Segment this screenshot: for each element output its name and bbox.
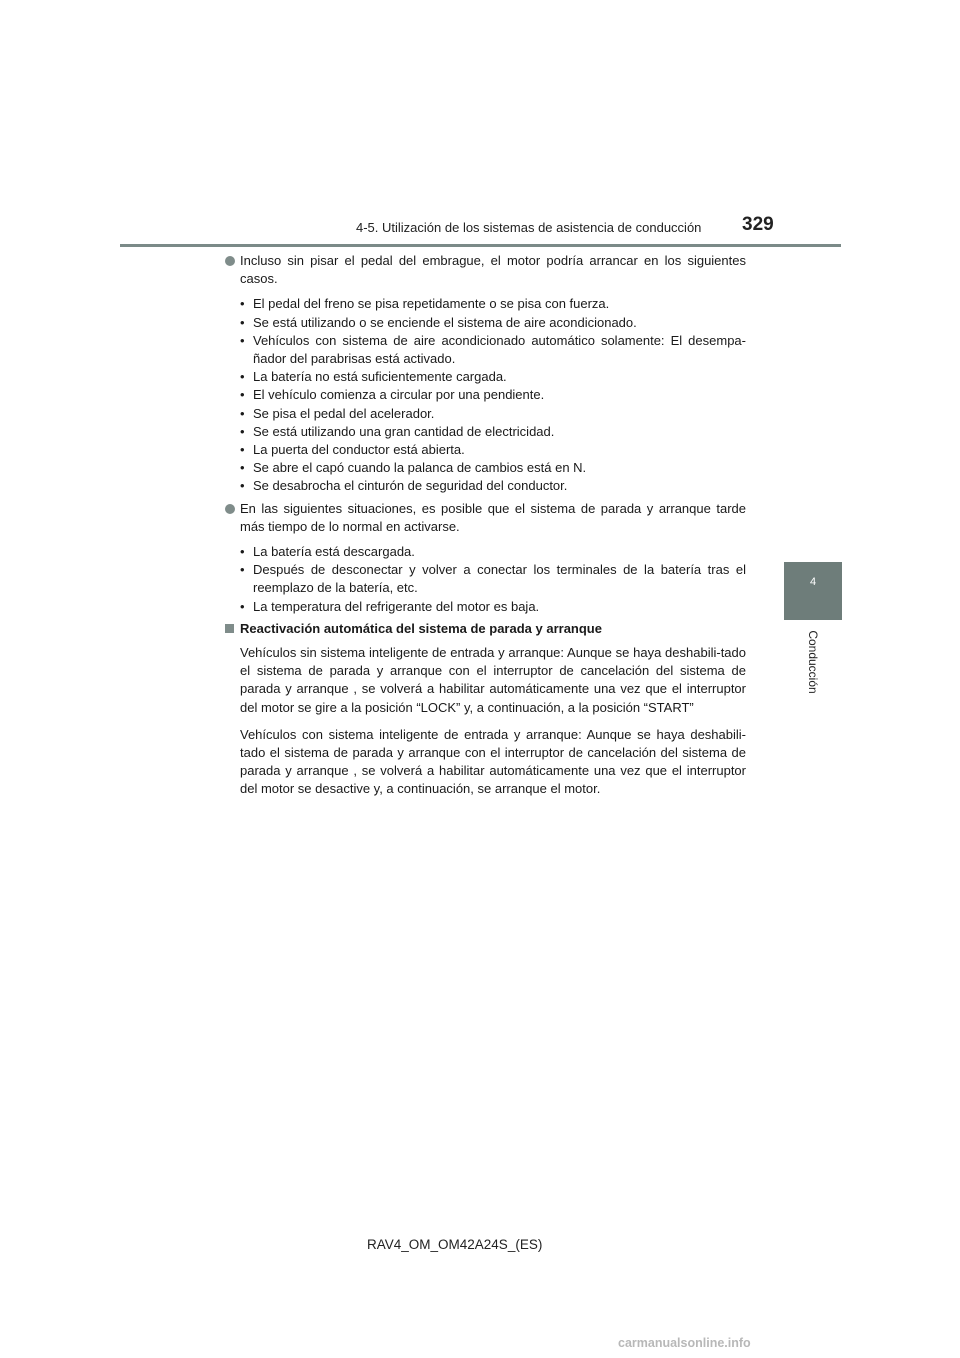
circle-bullet-icon xyxy=(225,504,235,514)
note-point-2-text: En las siguientes situaciones, es posible que el sistema de parada y arranque tarde más tiempo de lo normal en activarse. xyxy=(240,500,746,534)
page-content xyxy=(224,252,746,799)
list-item: • Después de desconectar y volver a conectar los terminales de la batería tras el reemplazo de la batería, etc. xyxy=(240,561,746,597)
note-point-1-text: Incluso sin pisar el pedal del embrague, el motor podría arrancar en los siguientes casos. xyxy=(240,253,746,287)
list-item: • Vehículos con sistema de aire acondicionado automático solamente: El desempa-ñador del parabrisas está activado. xyxy=(240,332,746,368)
section-header-title: 4-5. Utilización de los sistemas de asistencia de conducción xyxy=(356,220,702,235)
condition-list-1 xyxy=(240,295,746,495)
list-item: • La batería está descargada. xyxy=(240,543,746,561)
list-item: • Se está utilizando una gran cantidad de electricidad. xyxy=(240,423,746,441)
section-paragraph-1: Vehículos sin sistema inteligente de entrada y arranque: Aunque se haya deshabili-tado el sistema de parada y arranque con el interruptor de cancelación del sistema de parada y arranque , se volverá a habilitar automáticamente una vez que el interruptor del motor se gire a la posición “LOCK” y, a continuación, a la posición “START” xyxy=(240,645,746,715)
chapter-number: 4 xyxy=(809,576,817,588)
section-heading xyxy=(224,620,746,638)
list-item: • Se está utilizando o se enciende el sistema de aire acondicionado. xyxy=(240,314,746,332)
note-point-2 xyxy=(224,500,746,536)
section-heading-text: Reactivación automática del sistema de parada y arranque xyxy=(240,620,602,636)
list-item: • Se abre el capó cuando la palanca de cambios está en N. xyxy=(240,459,746,477)
header-divider xyxy=(120,244,841,247)
chapter-label: Conducción xyxy=(806,630,820,694)
watermark-link[interactable]: carmanualsonline.info xyxy=(618,1336,751,1350)
list-item: • Se desabrocha el cinturón de seguridad del conductor. xyxy=(240,477,746,495)
list-item: • El vehículo comienza a circular por una pendiente. xyxy=(240,386,746,404)
page-number: 329 xyxy=(742,214,774,235)
list-item: • Se pisa el pedal del acelerador. xyxy=(240,405,746,423)
document-code: RAV4_OM_OM42A24S_(ES) xyxy=(367,1237,543,1252)
section-paragraph-2: Vehículos con sistema inteligente de entrada y arranque: Aunque se haya deshabili-tado el sistema de parada y arranque con el interruptor de cancelación del sistema de parada y arranque , se volverá a habilitar automáticamente una vez que el interruptor del motor se desactive y, a continuación, se arranque el motor. xyxy=(240,726,746,797)
circle-bullet-icon xyxy=(225,256,235,266)
list-item: • La puerta del conductor está abierta. xyxy=(240,441,746,459)
condition-list-2 xyxy=(240,543,746,616)
list-item: • El pedal del freno se pisa repetidamente o se pisa con fuerza. xyxy=(240,295,746,313)
chapter-tab[interactable] xyxy=(784,562,842,620)
square-bullet-icon xyxy=(225,624,234,633)
list-item: • La temperatura del refrigerante del motor es baja. xyxy=(240,598,746,616)
note-point-1 xyxy=(224,252,746,288)
list-item: • La batería no está suficientemente cargada. xyxy=(240,368,746,386)
